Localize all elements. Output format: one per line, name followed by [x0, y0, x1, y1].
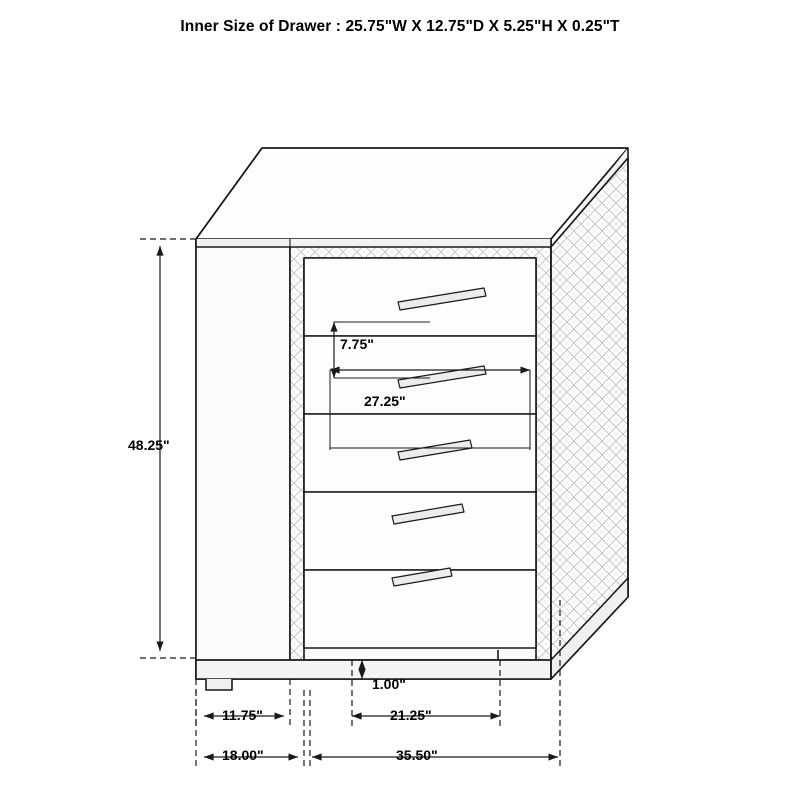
- dim-label-top-depth: 11.75": [222, 707, 263, 723]
- dim-label-drawer-width: 27.25": [364, 393, 406, 409]
- dim-label-drawer-height: 7.75": [340, 336, 374, 352]
- dim-label-overall-width: 35.50": [396, 747, 438, 763]
- dim-label-base-height: 1.00": [372, 676, 406, 692]
- dim-label-overall-height: 48.25": [128, 437, 170, 453]
- page-title: Inner Size of Drawer : 25.75"W X 12.75"D X 5.25"H X 0.25"T: [180, 18, 620, 35]
- dim-label-inner-width: 21.25": [390, 707, 432, 723]
- dim-label-overall-depth: 18.00": [222, 747, 264, 763]
